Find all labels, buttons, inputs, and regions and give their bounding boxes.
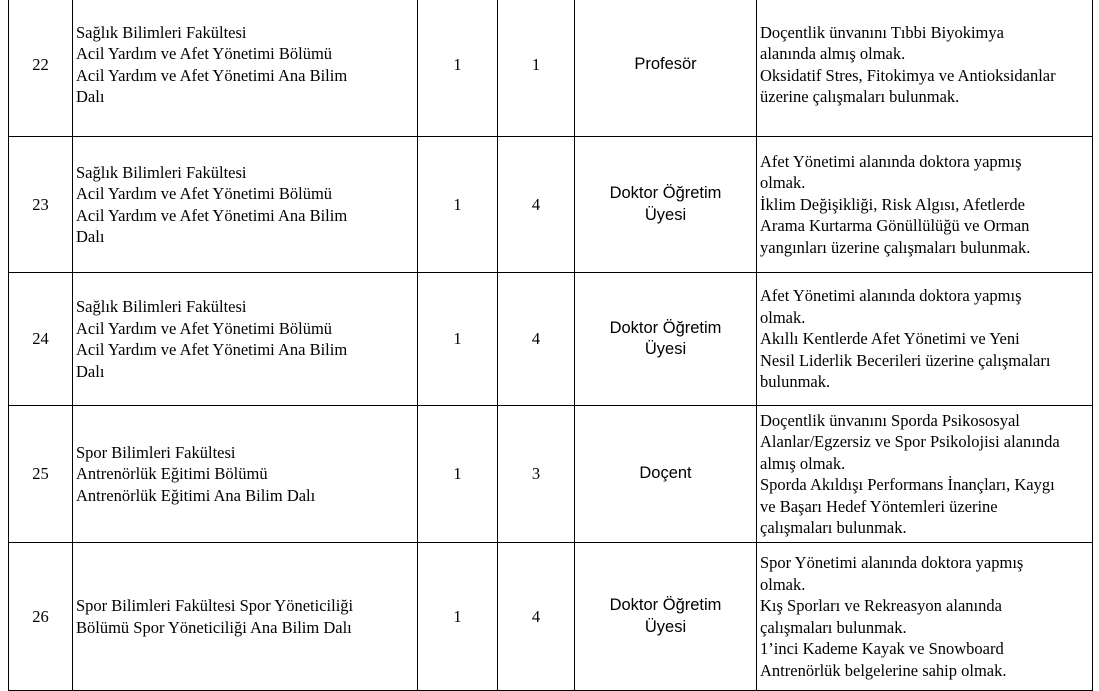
academic-title	[575, 406, 757, 543]
requirement-line: Doçentlik ünvanını Tıbbi Biyokimya	[760, 22, 1004, 42]
requirements-cell	[757, 137, 1093, 273]
unit-line: Spor Bilimleri Fakültesi Spor Yöneticiliği	[76, 596, 354, 615]
table-row	[9, 137, 1093, 273]
requirement-line: çalışmaları bulunmak.	[760, 518, 907, 537]
requirement-line: ve Başarı Hedef Yöntemleri üzerine	[760, 496, 998, 516]
requirement-line: almış olmak.	[760, 453, 846, 473]
requirement-line: olmak.	[760, 574, 806, 594]
requirements-cell	[757, 406, 1093, 543]
academic-title	[575, 273, 757, 406]
title-line: Doçent	[639, 464, 692, 483]
row-number: 22	[9, 0, 73, 137]
unit-line: Spor Bilimleri Fakültesi	[76, 442, 236, 462]
requirement-line: Kış Sporları ve Rekreasyon alanında	[760, 596, 1002, 615]
position-count: 1	[418, 0, 498, 137]
requirements-cell	[757, 543, 1093, 691]
requirement-line: olmak.	[760, 307, 806, 327]
table-row	[9, 406, 1093, 543]
unit-line: Dalı	[76, 87, 105, 106]
row-number: 23	[9, 137, 73, 273]
requirement-line: bulunmak.	[760, 372, 831, 392]
unit-cell	[73, 406, 418, 543]
requirement-line: İklim Değişikliği, Risk Algısı, Afetlerde	[760, 194, 1025, 214]
title-line: Üyesi	[644, 617, 687, 636]
kadro-degree: 4	[498, 543, 575, 691]
unit-line: Sağlık Bilimleri Fakültesi	[76, 22, 247, 42]
title-line: Profesör	[634, 54, 697, 73]
unit-line: Antrenörlük Eğitimi Bölümü	[76, 464, 268, 484]
unit-line: Sağlık Bilimleri Fakültesi	[76, 162, 247, 182]
requirement-line: olmak.	[760, 173, 806, 193]
table-row	[9, 0, 1093, 137]
requirement-line: alanında almış olmak.	[760, 44, 906, 63]
title-line: Üyesi	[644, 340, 687, 358]
table-row	[9, 273, 1093, 406]
requirement-line: Sporda Akıldışı Performans İnançları, Kaygı	[760, 475, 1055, 494]
academic-title	[575, 543, 757, 691]
title-line: Doktor Öğretim	[609, 184, 722, 202]
academic-title	[575, 0, 757, 137]
requirement-line: Oksidatif Stres, Fitokimya ve Antioksidanlar	[760, 65, 1056, 85]
requirement-line: Nesil Liderlik Becerileri üzerine çalışmaları	[760, 350, 1051, 370]
requirement-line: 1’inci Kademe Kayak ve Snowboard	[760, 639, 1004, 658]
requirement-line: çalışmaları bulunmak.	[760, 617, 907, 637]
kadro-degree: 4	[498, 137, 575, 273]
requirement-line: Antrenörlük belgelerine sahip olmak.	[760, 660, 1007, 680]
academic-title	[575, 137, 757, 273]
unit-line: Acil Yardım ve Afet Yönetimi Ana Bilim	[76, 65, 348, 85]
requirement-line: Arama Kurtarma Gönüllülüğü ve Orman	[760, 216, 1030, 236]
requirement-line: Doçentlik ünvanını Sporda Psikososyal	[760, 410, 1020, 430]
staff-position-table	[8, 0, 1093, 691]
requirement-line: Afet Yönetimi alanında doktora yapmış	[760, 286, 1022, 306]
requirement-line: üzerine çalışmaları bulunmak.	[760, 87, 960, 106]
row-number: 25	[9, 406, 73, 543]
table-row	[9, 543, 1093, 691]
unit-line: Acil Yardım ve Afet Yönetimi Bölümü	[76, 44, 333, 63]
unit-cell	[73, 543, 418, 691]
unit-line: Acil Yardım ve Afet Yönetimi Bölümü	[76, 184, 333, 203]
requirement-line: Akıllı Kentlerde Afet Yönetimi ve Yeni	[760, 329, 1020, 349]
position-count: 1	[418, 137, 498, 273]
unit-line: Acil Yardım ve Afet Yönetimi Bölümü	[76, 318, 333, 338]
title-line: Doktor Öğretim	[609, 318, 722, 337]
unit-cell	[73, 273, 418, 406]
requirement-line: Spor Yönetimi alanında doktora yapmış	[760, 553, 1024, 572]
title-line: Üyesi	[644, 205, 687, 224]
row-number: 26	[9, 543, 73, 691]
position-count: 1	[418, 406, 498, 543]
unit-line: Sağlık Bilimleri Fakültesi	[76, 297, 247, 316]
unit-line: Acil Yardım ve Afet Yönetimi Ana Bilim	[76, 340, 348, 359]
unit-cell	[73, 137, 418, 273]
unit-line: Acil Yardım ve Afet Yönetimi Ana Bilim	[76, 205, 348, 225]
unit-line: Bölümü Spor Yöneticiliği Ana Bilim Dalı	[76, 617, 352, 637]
kadro-degree: 3	[498, 406, 575, 543]
requirements-cell	[757, 273, 1093, 406]
unit-cell	[73, 0, 418, 137]
unit-line: Dalı	[76, 361, 105, 381]
requirement-line: Afet Yönetimi alanında doktora yapmış	[760, 151, 1022, 171]
kadro-degree: 1	[498, 0, 575, 137]
position-count: 1	[418, 543, 498, 691]
row-number: 24	[9, 273, 73, 406]
requirements-cell	[757, 0, 1093, 137]
requirement-line: yangınları üzerine çalışmaları bulunmak.	[760, 237, 1031, 257]
requirement-line: Alanlar/Egzersiz ve Spor Psikolojisi alanında	[760, 432, 1060, 451]
kadro-degree: 4	[498, 273, 575, 406]
title-line: Doktor Öğretim	[609, 596, 722, 614]
unit-line: Antrenörlük Eğitimi Ana Bilim Dalı	[76, 485, 316, 505]
position-count: 1	[418, 273, 498, 406]
unit-line: Dalı	[76, 227, 105, 246]
